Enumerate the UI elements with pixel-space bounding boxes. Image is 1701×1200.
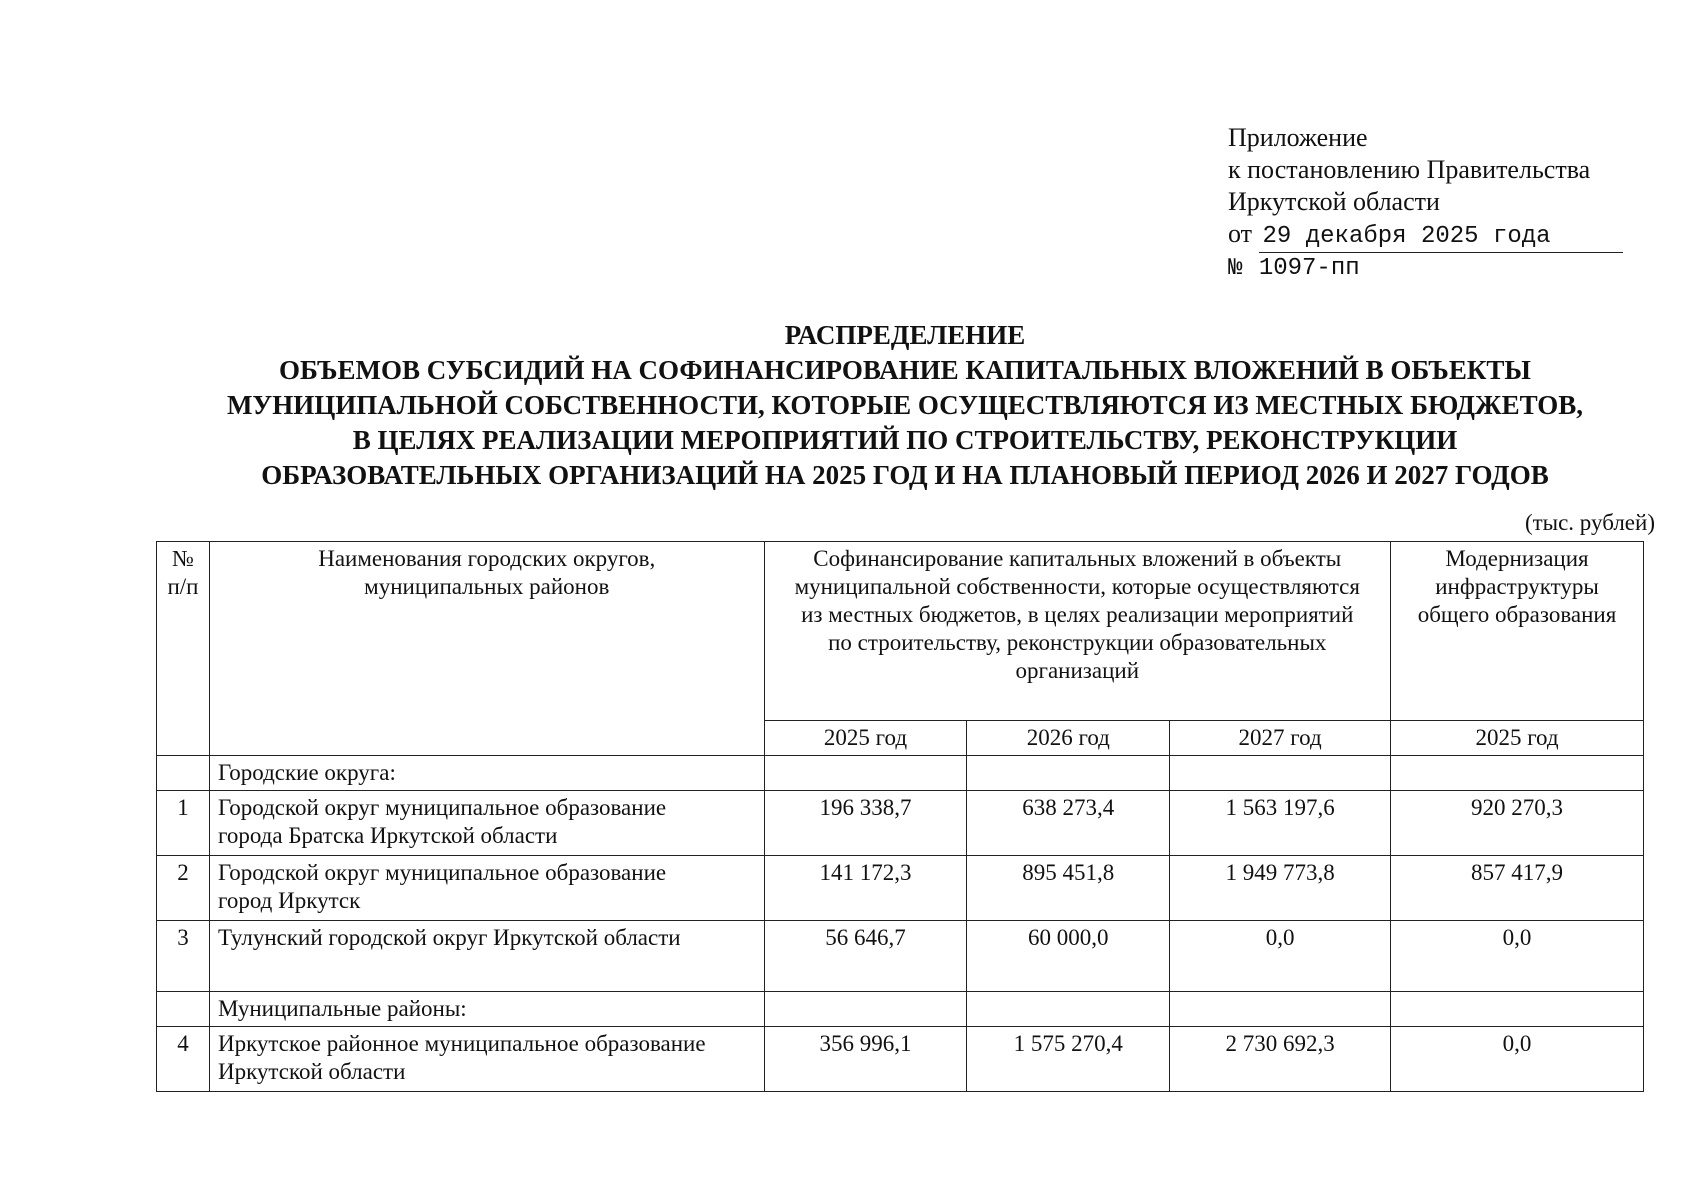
header-name: Наименования городских округов, муниципальных районов: [209, 542, 764, 756]
header-year-2027: 2027 год: [1170, 721, 1391, 756]
distribution-table: [156, 541, 1644, 1092]
row-name: Городской округ муниципальное образование город Иркутск: [209, 856, 764, 921]
value-2027: 1 949 773,8: [1170, 856, 1391, 921]
header-cofinancing: Софинансирование капитальных вложений в объекты муниципальной собственности, которые осуществляются из местных бюджетов, в целях реализации мероприятий по строительству, реконструкции образовательных организаций: [764, 542, 1391, 721]
value-2026: 1 575 270,4: [967, 1027, 1170, 1092]
header-number: № п/п: [157, 542, 210, 756]
title-line-1: РАСПРЕДЕЛЕНИЕ: [784, 320, 1026, 350]
value-2027: 2 730 692,3: [1170, 1027, 1391, 1092]
date-prefix: от: [1228, 219, 1253, 248]
value-2027: 0,0: [1170, 921, 1391, 992]
value-2026: 895 451,8: [967, 856, 1170, 921]
header-year-2026: 2026 год: [967, 721, 1170, 756]
section-row-municipal-districts: [157, 992, 1644, 1027]
value-2025: 141 172,3: [764, 856, 967, 921]
number-prefix: №: [1228, 255, 1243, 282]
row-number: 3: [157, 921, 210, 992]
value-2025: 196 338,7: [764, 791, 967, 856]
table-row: [157, 856, 1644, 921]
appendix-number-row: [1228, 253, 1623, 285]
row-number: 2: [157, 856, 210, 921]
title-line-4: В ЦЕЛЯХ РЕАЛИЗАЦИИ МЕРОПРИЯТИЙ ПО СТРОИТЕЛЬСТВУ, РЕКОНСТРУКЦИИ: [352, 425, 1458, 455]
header-year-2025: 2025 год: [764, 721, 967, 756]
title-line-2: ОБЪЕМОВ СУБСИДИЙ НА СОФИНАНСИРОВАНИЕ КАПИТАЛЬНЫХ ВЛОЖЕНИЙ В ОБЪЕКТЫ: [279, 355, 1531, 385]
section-label: Муниципальные районы:: [209, 992, 764, 1027]
value-2025: 356 996,1: [764, 1027, 967, 1092]
title-line-3: МУНИЦИПАЛЬНОЙ СОБСТВЕННОСТИ, КОТОРЫЕ ОСУЩЕСТВЛЯЮТСЯ ИЗ МЕСТНЫХ БЮДЖЕТОВ,: [226, 390, 1584, 420]
appendix-line-1: Приложение: [1228, 123, 1368, 152]
appendix-line-3: Иркутской области: [1228, 187, 1440, 216]
units-label: (тыс. рублей): [1524, 510, 1655, 535]
value-2025: 56 646,7: [764, 921, 967, 992]
row-name: Городской округ муниципальное образование города Братска Иркутской области: [209, 791, 764, 856]
value-mod-2025: 920 270,3: [1391, 791, 1644, 856]
table-row: [157, 921, 1644, 992]
title-line-5: ОБРАЗОВАТЕЛЬНЫХ ОРГАНИЗАЦИЙ НА 2025 ГОД И НА ПЛАНОВЫЙ ПЕРИОД 2026 И 2027 ГОДОВ: [261, 460, 1549, 490]
appendix-line-2: к постановлению Правительства: [1228, 155, 1591, 184]
value-mod-2025: 0,0: [1391, 921, 1644, 992]
value-mod-2025: 0,0: [1391, 1027, 1644, 1092]
table-row: [157, 791, 1644, 856]
appendix-date-row: [1228, 218, 1623, 253]
section-row-city-districts: [157, 756, 1644, 791]
row-name: Иркутское районное муниципальное образование Иркутской области: [209, 1027, 764, 1092]
value-mod-2025: 857 417,9: [1391, 856, 1644, 921]
value-2026: 638 273,4: [967, 791, 1170, 856]
header-modernization: Модернизация инфраструктуры общего образования: [1391, 542, 1644, 721]
date-value: 29 декабря 2025 года: [1259, 222, 1623, 253]
table-header-row: [157, 542, 1644, 721]
row-number: 4: [157, 1027, 210, 1092]
number-value: 1097-пп: [1258, 255, 1360, 282]
header-mod-year-2025: 2025 год: [1391, 721, 1644, 756]
document-title: [150, 318, 1660, 493]
value-2026: 60 000,0: [967, 921, 1170, 992]
row-name: Тулунский городской округ Иркутской области: [209, 921, 764, 992]
table-row: [157, 1027, 1644, 1092]
section-label: Городские округа:: [209, 756, 764, 791]
row-number: 1: [157, 791, 210, 856]
appendix-block: [1228, 122, 1623, 285]
value-2027: 1 563 197,6: [1170, 791, 1391, 856]
